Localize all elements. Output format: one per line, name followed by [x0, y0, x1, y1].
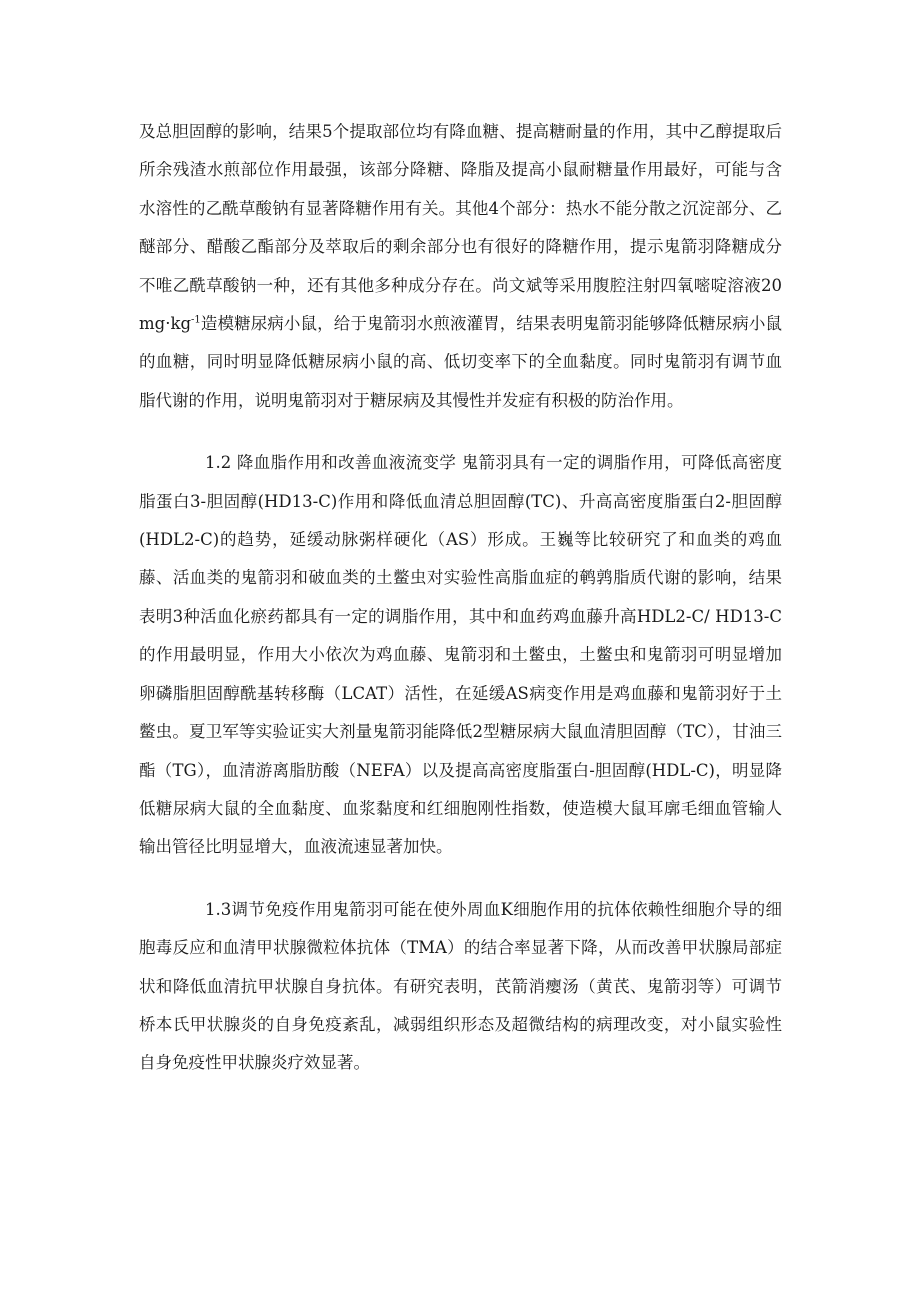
- paragraph-diabetes-effects: [139, 113, 782, 420]
- paragraph-text: 及总胆固醇的影响，结果5个提取部位均有降血糖、提高糖耐量的作用，其中乙醇提取后所余残渣水煎部位作用最强，该部分降糖、降脂及提高小鼠耐糖量作用最好，可能与含水溶性的乙酰草酸钠有显著降糖作用有关。其他4个部分：热水不能分散之沉淀部分、乙醚部分、醋酸乙酯部分及萃取后的剩余部分也有很好的降糖作用，提示鬼箭羽降糖成分不唯乙酰草酸钠一种，还有其他多种成分存在。尚文斌等采用腹腔注射四氧嘧啶溶液20mg·kg: [139, 122, 782, 334]
- paragraph-section-1-3-immune-regulation: [139, 891, 782, 1083]
- paragraph-text: 造模糖尿病小鼠，给于鬼箭羽水煎液灌胃，结果表明鬼箭羽能够降低糖尿病小鼠的血糖，同时明显降低糖尿病小鼠的高、低切变率下的全血黏度。同时鬼箭羽有调节血脂代谢的作用，说明鬼箭羽对于糖尿病及其慢性并发症有积极的防治作用。: [139, 314, 782, 410]
- paragraph-text: 1.2 降血脂作用和改善血液流变学 鬼箭羽具有一定的调脂作用，可降低高密度脂蛋白3-胆固醇(HD13-C)作用和降低血清总胆固醇(TC)、升高高密度脂蛋白2-胆固醇(HDL2-C)的趋势，延缓动脉粥样硬化（AS）形成。王巍等比较研究了和血类的鸡血藤、活血类的鬼箭羽和破血类的土鳖虫对实验性高脂血症的鹌鹑脂质代谢的影响，结果表明3种活血化瘀药都具有一定的调脂作用，其中和血药鸡血藤升高HDL2-C/ HD13-C的作用最明显，作用大小依次为鸡血藤、鬼箭羽和土鳖虫，土鳖虫和鬼箭羽可明显增加卵磷脂胆固醇酰基转移酶（LCAT）活性，在延缓AS病变作用是鸡血藤和鬼箭羽好于土鳖虫。夏卫军等实验证实大剂量鬼箭羽能降低2型糖尿病大鼠血清胆固醇（TC），甘油三酯（TG），血清游离脂肪酸（NEFA）以及提高高密度脂蛋白-胆固醇(HDL-C)，明显降低糖尿病大鼠的全血黏度、血浆黏度和红细胞刚性指数，使造模大鼠耳廓毛细血管输人输出管径比明显增大，血液流速显著加快。: [139, 453, 782, 857]
- paragraph-text: 1.3调节免疫作用鬼箭羽可能在使外周血K细胞作用的抗体依赖性细胞介导的细胞毒反应和血清甲状腺微粒体抗体（TMA）的结合率显著下降，从而改善甲状腺局部症状和降低血清抗甲状腺自身抗体。有研究表明，芪箭消瘿汤（黄芪、鬼箭羽等）可调节桥本氏甲状腺炎的自身免疫紊乱，减弱组织形态及超微结构的病理改变，对小鼠实验性自身免疫性甲状腺炎疗效显著。: [139, 899, 782, 1073]
- paragraph-section-1-2-lipid-lowering: [139, 444, 782, 866]
- document-body: [139, 113, 782, 1083]
- superscript-exponent: -1: [191, 314, 201, 326]
